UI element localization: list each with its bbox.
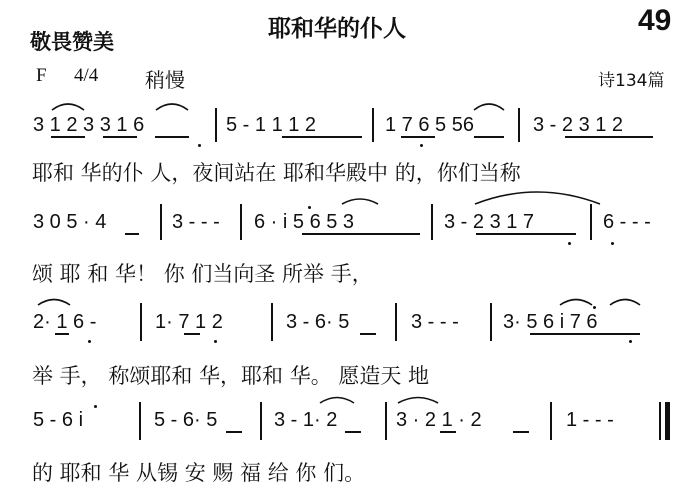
lyric-line: 颂 耶 和 华！ 你 们当向圣 所举 手， bbox=[32, 262, 373, 286]
slur bbox=[475, 192, 600, 204]
eighth-beam bbox=[282, 136, 362, 138]
bar-line bbox=[385, 402, 387, 440]
eighth-beam bbox=[513, 431, 529, 433]
bar-line bbox=[140, 303, 142, 341]
slur bbox=[560, 300, 592, 306]
measure: 6 · i 5 6 5 3 bbox=[254, 211, 355, 233]
lyric-line: 耶和 华的仆 人，夜间站在 耶和华殿中 的，你们当称 bbox=[32, 161, 521, 185]
bar-line bbox=[590, 204, 592, 240]
scripture-source: 诗134篇 bbox=[598, 71, 665, 91]
hymn-number: 49 bbox=[638, 4, 672, 37]
eighth-beam bbox=[155, 136, 189, 138]
measure: 3 - - - bbox=[411, 311, 459, 333]
bar-line bbox=[518, 108, 520, 142]
slur bbox=[320, 398, 354, 404]
low-octave-dot bbox=[629, 340, 632, 343]
measure: 5 - 1 1 1 2 bbox=[226, 114, 317, 136]
bar-line bbox=[240, 204, 242, 240]
hymn-title: 耶和华的仆人 bbox=[268, 16, 406, 42]
measure: 3 - - - bbox=[172, 211, 220, 233]
slur bbox=[342, 199, 378, 204]
bar-line bbox=[395, 303, 397, 341]
measure: 3 1 2 3 3 1 6 bbox=[33, 114, 145, 136]
eighth-beam bbox=[440, 431, 456, 433]
measure: 3 - 2 3 1 2 bbox=[533, 114, 624, 136]
measure: 3 · 2 1 · 2 bbox=[396, 409, 482, 431]
low-octave-dot bbox=[568, 242, 571, 245]
bar-line bbox=[271, 303, 273, 341]
slur bbox=[474, 104, 504, 110]
low-octave-dot bbox=[198, 144, 201, 147]
measure: 2· 1 6 - bbox=[33, 311, 97, 333]
eighth-beam bbox=[125, 233, 139, 235]
measure: 3 - 2 3 1 7 bbox=[444, 211, 535, 233]
eighth-beam bbox=[226, 431, 242, 433]
final-barline-thick bbox=[665, 402, 670, 440]
eighth-beam bbox=[345, 431, 361, 433]
bar-line bbox=[431, 204, 433, 240]
final-barline-thin bbox=[659, 402, 661, 440]
bar-line bbox=[550, 402, 552, 440]
measure: 1 7 6 5 56 bbox=[385, 114, 474, 136]
low-octave-dot bbox=[611, 242, 614, 245]
low-octave-dot bbox=[420, 144, 423, 147]
eighth-beam bbox=[474, 136, 504, 138]
lyric-line: 举 手， 称颂耶和 华，耶和 华。 愿造天 地 bbox=[32, 364, 430, 388]
eighth-beam bbox=[360, 333, 376, 335]
measure: 6 - - - bbox=[603, 211, 651, 233]
slur bbox=[398, 398, 438, 404]
measure: 3 - 1· 2 bbox=[274, 409, 338, 431]
key-signature: F bbox=[36, 65, 47, 86]
eighth-beam bbox=[476, 233, 576, 235]
lyric-line: 的 耶和 华 从锡 安 赐 福 给 你 们。 bbox=[32, 461, 366, 485]
high-octave-dot bbox=[94, 405, 97, 408]
eighth-beam bbox=[184, 333, 200, 335]
slur bbox=[156, 104, 188, 110]
slur bbox=[610, 300, 640, 306]
tempo-marking: 稍慢 bbox=[145, 68, 185, 92]
eighth-beam bbox=[55, 333, 69, 335]
measure: 1· 7 1 2 bbox=[155, 311, 223, 333]
eighth-beam bbox=[530, 333, 640, 335]
low-octave-dot bbox=[214, 340, 217, 343]
eighth-beam bbox=[302, 233, 420, 235]
eighth-beam bbox=[103, 136, 137, 138]
high-octave-dot bbox=[593, 306, 596, 309]
slur bbox=[52, 104, 84, 110]
measure: 5 - 6· 5 bbox=[154, 409, 218, 431]
category-label: 敬畏赞美 bbox=[30, 30, 114, 54]
bar-line bbox=[160, 204, 162, 240]
eighth-beam bbox=[401, 136, 435, 138]
bar-line bbox=[260, 402, 262, 440]
eighth-beam bbox=[51, 136, 85, 138]
measure: 5 - 6 i bbox=[33, 409, 84, 431]
measure: 3 - 6· 5 bbox=[286, 311, 350, 333]
bar-line bbox=[490, 303, 492, 341]
high-octave-dot bbox=[308, 206, 311, 209]
measure: 3· 5 6 i 7 6 bbox=[503, 311, 598, 333]
eighth-beam bbox=[565, 136, 653, 138]
measure: 3 0 5 · 4 bbox=[33, 211, 107, 233]
bar-line bbox=[372, 108, 374, 142]
time-signature: 4/4 bbox=[74, 65, 99, 86]
measure: 1 - - - bbox=[566, 409, 614, 431]
bar-line bbox=[215, 108, 217, 142]
low-octave-dot bbox=[88, 340, 91, 343]
slur bbox=[38, 300, 70, 306]
bar-line bbox=[139, 402, 141, 440]
